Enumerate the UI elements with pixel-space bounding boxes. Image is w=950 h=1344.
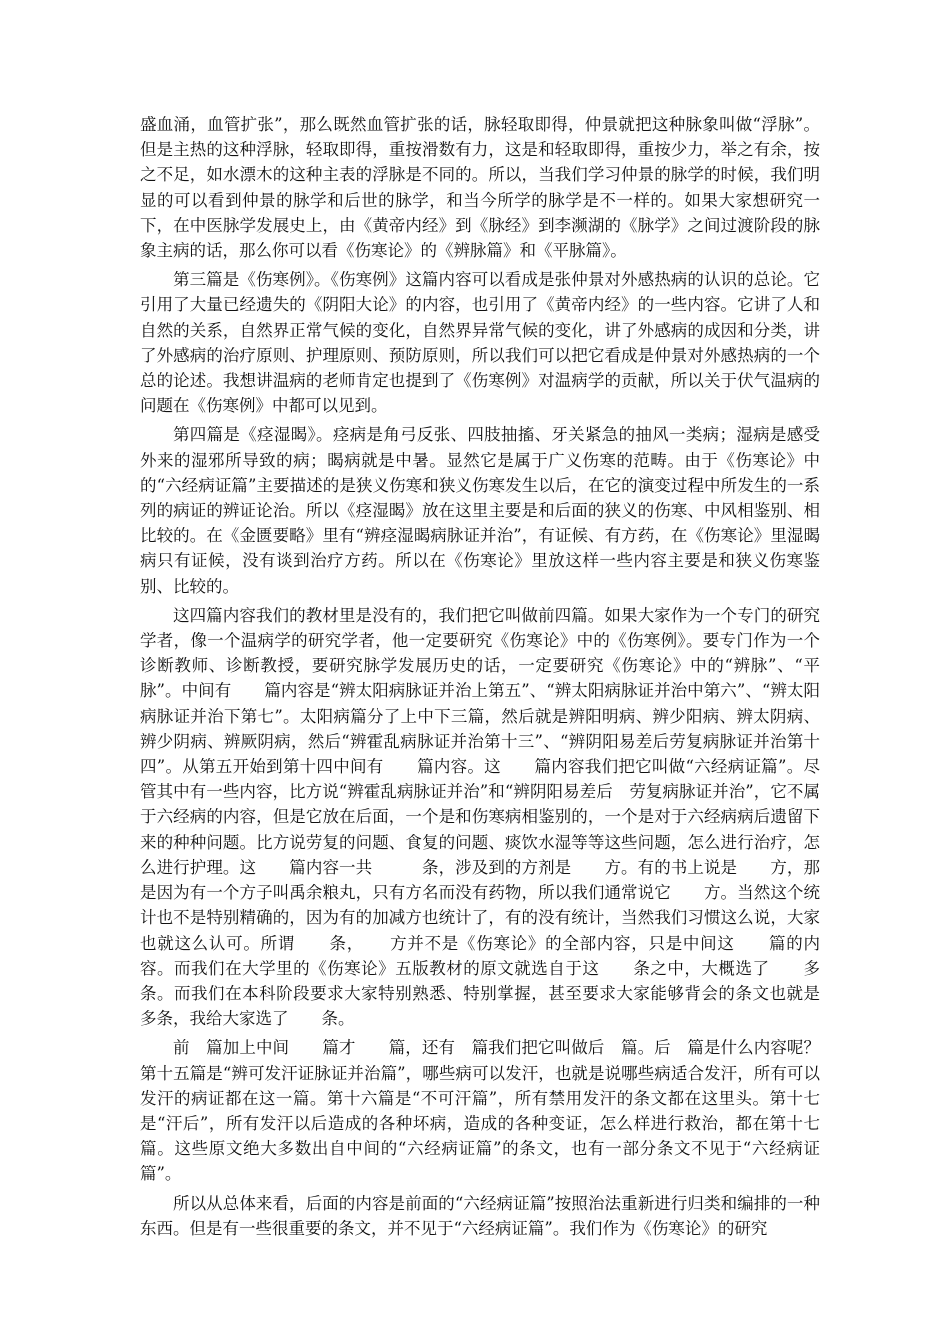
- paragraph-jing-shi-ye: 第四篇是《痉湿暍》。痉病是角弓反张、四肢抽搐、牙关紧急的抽风一类病；湿病是感受外来的湿邪所导致的病；暍病就是中暑。显然它是属于广义伤寒的范畴。由于《伤寒论》中的“六经病证篇”主要描述的是狭义伤寒和狭义伤寒发生以后，在它的演变过程中所发生的一系列的病证的辨证论治。所以《痉湿暍》放在这里主要是和后面的狭义的伤寒、中风相鉴别、相比较的。在《金匮要略》里有“辨痉湿暍病脉证并治”，有证候、有方药，在《伤寒论》里湿暍病只有证候，没有谈到治疗方药。所以在《伤寒论》里放这样一些内容主要是和狭义伤寒鉴别、比较的。: [140, 425, 820, 596]
- paragraph-six-channel-chapters: 这四篇内容我们的教材里是没有的，我们把它叫做前四篇。如果大家作为一个专门的研究学者，像一个温病学的研究学者，他一定要研究《伤寒论》中的《伤寒例》。要专门作为一个诊断教师、诊断教授，要研究脉学发展历史的话，一定要研究《伤寒论》中的“辨脉”、“平脉”。中间有 篇内容是“辨太阳病脉证并治上第五”、“辨太阳病脉证并治中第六”、“辨太阳病脉证并治下第七”。太阳病篇分了上中下三篇，然后就是辨阳明病、辨少阳病、辨太阴病、辨少阴病、辨厥阴病，然后“辨霍乱病脉证并治第十三”、“辨阴阳易差后劳复病脉证并治第十四”。从第五开始到第十四中间有 篇内容。这 篇内容我们把它叫做“六经病证篇”。尽管其中有一些内容，比方说“辨霍乱病脉证并治”和“辨阴阳易差后 劳复病脉证并治”，它不属于六经病的内容，但是它放在后面，一个是和伤寒病相鉴别的，一个是对于六经病病后遗留下来的种种问题。比方说劳复的问题、食复的问题、痰饮水湿等等这些问题，怎么进行治疗，怎么进行护理。这 篇内容一共 条，涉及到的方剂是 方。有的书上说是 方，那是因为有一个方子叫禹余粮丸，只有方名而没有药物，所以我们通常说它 方。当然这个统计也不是特别精确的，因为有的加减方也统计了，有的没有统计，当然我们习惯这么说，大家也就这么认可。所谓 条， 方并不是《伤寒论》的全部内容，只是中间这 篇的内容。而我们在大学里的《伤寒论》五版教材的原文就选自于这 条之中，大概选了 多条。而我们在本科阶段要求大家特别熟悉、特别掌握，甚至要求大家能够背会的条文也就是 多条，我给大家选了 条。: [140, 605, 853, 1029]
- paragraph-later-chapters: 前 篇加上中间 篇才 篇，还有 篇我们把它叫做后 篇。后 篇是什么内容呢？第十五篇是“辨可发汗证脉证并治篇”，哪些病可以发汗，也就是说哪些病适合发汗，所有可以发汗的病证都在这一篇。第十六篇是“不可汗篇”，所有禁用发汗的条文都在这里头。第十七是“汗后”，所有发汗以后造成的各种坏病，造成的各种变证，怎么样进行救治，都在第十七篇。这些原文绝大多数出自中间的“六经病证篇”的条文，也有一部分条文不见于“六经病证篇”。: [140, 1038, 820, 1184]
- document-page: [140, 112, 853, 1241]
- paragraph-pulse-discussion: 盛血涌，血管扩张”，那么既然血管扩张的话，脉轻取即得，仲景就把这种脉象叫做“浮脉”。但是主热的这种浮脉，轻取即得，重按滑数有力，这是和轻取即得，重按少力，举之有余，按之不足，如水漂木的这种主表的浮脉是不同的。所以，当我们学习仲景的脉学的时候，我们明显的可以看到仲景的脉学和后世的脉学，和当今所学的脉学是不一样的。如果大家想研究一下，在中医脉学发展史上，由《黄帝内经》到《脉经》到李濒湖的《脉学》之间过渡阶段的脉象主病的话，那么你可以看《伤寒论》的《辨脉篇》和《平脉篇》。: [140, 115, 820, 261]
- paragraph-summary: 所以从总体来看，后面的内容是前面的“六经病证篇”按照治法重新进行归类和编排的一种东西。但是有一些很重要的条文，并不见于“六经病证篇”。我们作为《伤寒论》的研究: [140, 1193, 820, 1238]
- paragraph-shanghan-li: 第三篇是《伤寒例》。《伤寒例》这篇内容可以看成是张仲景对外感热病的认识的总论。它引用了大量已经遗失的《阴阳大论》的内容，也引用了《黄帝内经》的一些内容。它讲了人和自然的关系，自然界正常气候的变化，自然界异常气候的变化，讲了外感病的成因和分类，讲了外感病的治疗原则、护理原则、预防原则，所以我们可以把它看成是仲景对外感热病的一个总的论述。我想讲温病的老师肯定也提到了《伤寒例》对温病学的贡献，所以关于伏气温病的问题在《伤寒例》中都可以见到。: [140, 270, 820, 416]
